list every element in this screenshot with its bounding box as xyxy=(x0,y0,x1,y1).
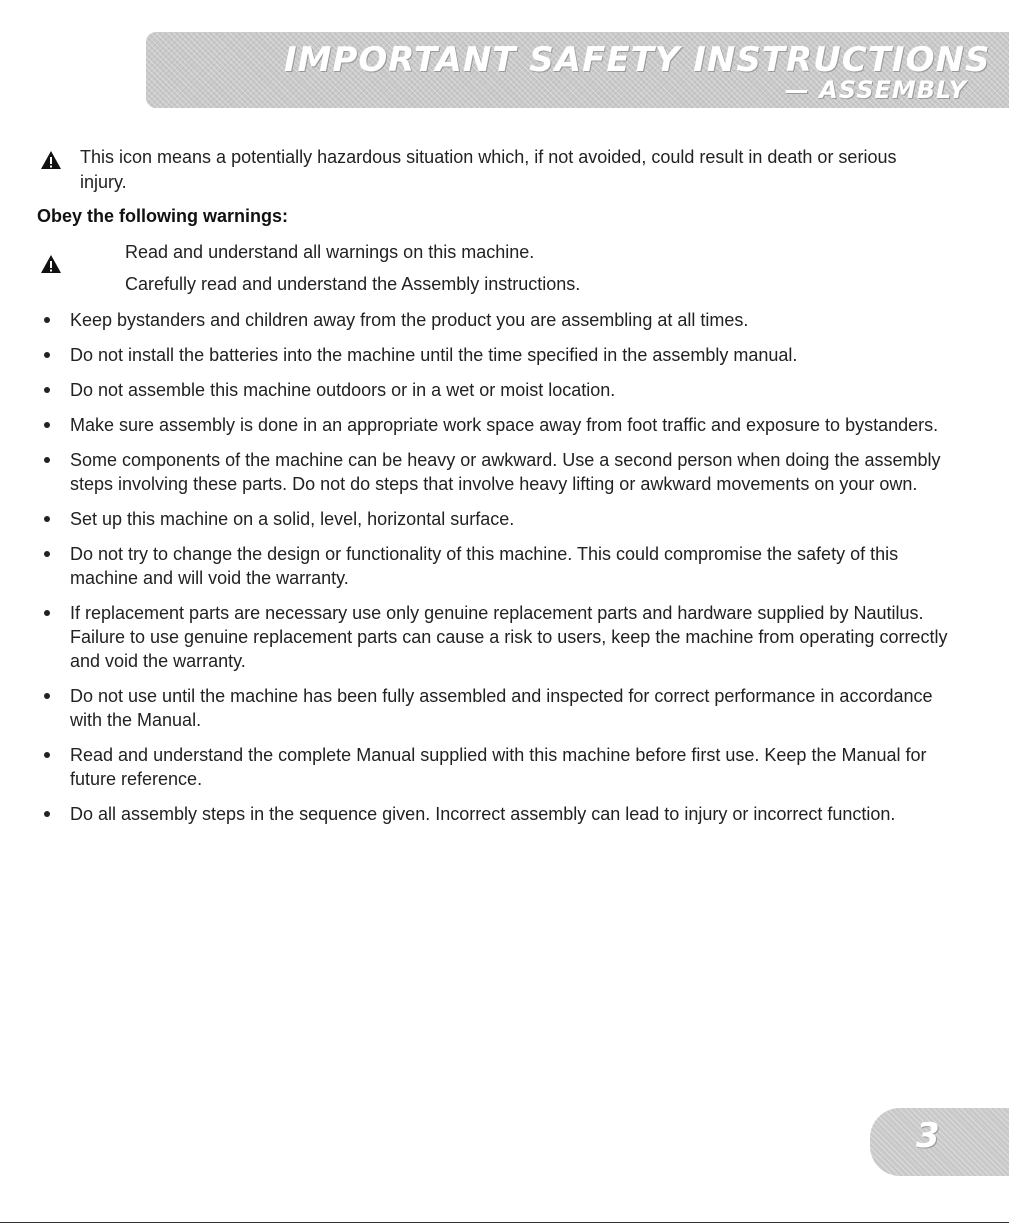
list-item-text: Do not assemble this machine outdoors or in a wet or moist location. xyxy=(70,380,616,400)
list-item xyxy=(70,308,950,332)
icon-line: Carefully read and understand the Assembly instructions. xyxy=(125,274,581,294)
icon-warning-lines xyxy=(125,240,580,304)
warning-list xyxy=(70,308,950,837)
list-item-text: Keep bystanders and children away from the product you are assembling at all times. xyxy=(70,310,749,330)
list-item-text: Do not install the batteries into the machine until the time specified in the assembly manual. xyxy=(70,345,798,365)
list-item-text: Make sure assembly is done in an appropriate work space away from foot traffic and exposure to bystanders. xyxy=(70,415,939,435)
list-item xyxy=(70,448,950,496)
list-item xyxy=(70,542,950,590)
list-item xyxy=(70,802,950,826)
list-item xyxy=(70,684,950,732)
bullet-icon xyxy=(44,457,50,463)
bullet-icon xyxy=(44,317,50,323)
list-item-text: Read and understand the complete Manual supplied with this machine before first use. Keep the Manual for future reference. xyxy=(70,745,927,789)
list-item-text: Do not try to change the design or functionality of this machine. This could compromise the safety of this machine and will void the warranty. xyxy=(70,544,899,588)
bottom-rule xyxy=(0,1222,1009,1223)
page-subtitle: — ASSEMBLY xyxy=(784,76,967,104)
bullet-icon xyxy=(44,811,50,817)
icon-line: Read and understand all warnings on this machine. xyxy=(125,242,535,262)
hazard-note xyxy=(80,145,940,195)
list-item xyxy=(70,601,950,673)
list-item xyxy=(70,743,950,791)
list-item-text: Set up this machine on a solid, level, horizontal surface. xyxy=(70,509,515,529)
bullet-icon xyxy=(44,752,50,758)
bullet-icon xyxy=(44,516,50,522)
page-number: 3 xyxy=(916,1116,940,1156)
warning-icon xyxy=(40,254,62,274)
bullet-icon xyxy=(44,387,50,393)
list-item-text: If replacement parts are necessary use only genuine replacement parts and hardware supplied by Nautilus. Failure to use genuine replacement parts can cause a risk to users, keep the machine from operating correctly and void the warranty. xyxy=(70,603,948,671)
list-item-text: Do not use until the machine has been fully assembled and inspected for correct performance in accordance with the Manual. xyxy=(70,686,933,730)
list-item-text: Do all assembly steps in the sequence given. Incorrect assembly can lead to injury or incorrect function. xyxy=(70,804,896,824)
list-item-text: Some components of the machine can be heavy or awkward. Use a second person when doing the assembly steps involving these parts. Do not do steps that involve heavy lifting or awkward movements on your own. xyxy=(70,450,941,494)
page-title: IMPORTANT SAFETY INSTRUCTIONS xyxy=(284,40,991,80)
bullet-icon xyxy=(44,422,50,428)
warning-icon xyxy=(40,150,62,170)
warnings-heading: Obey the following warnings: xyxy=(37,206,289,226)
bullet-icon xyxy=(44,551,50,557)
list-item xyxy=(70,507,950,531)
bullet-icon xyxy=(44,352,50,358)
bullet-icon xyxy=(44,610,50,616)
list-item xyxy=(70,343,950,367)
page-number-tab xyxy=(870,1108,1009,1176)
list-item xyxy=(70,378,950,402)
header-banner xyxy=(146,32,1009,108)
bullet-icon xyxy=(44,693,50,699)
hazard-note-text: This icon means a potentially hazardous situation which, if not avoided, could result in death or serious injury. xyxy=(80,147,897,192)
list-item xyxy=(70,413,950,437)
